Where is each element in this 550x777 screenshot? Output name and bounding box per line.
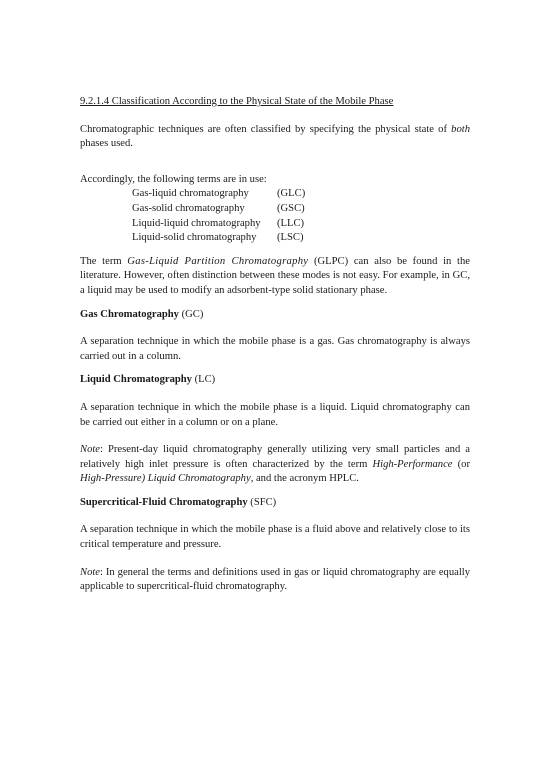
sfc-definition: A separation technique in which the mobile phase is a fluid above and relatively close to its critical temperature and pressure. <box>80 524 470 551</box>
glpc-paragraph <box>80 255 470 299</box>
sfc-title: Supercritical-Fluid Chromatography <box>80 496 248 508</box>
term-row <box>80 231 470 246</box>
term-name: Gas-solid chromatography <box>132 202 245 214</box>
note-label: Note <box>80 566 101 578</box>
term-abbr: (GLC) <box>277 188 306 200</box>
intro-paragraph <box>80 123 470 152</box>
term-abbr: (LSC) <box>277 232 304 244</box>
lc-title: Liquid Chromatography <box>80 374 192 386</box>
term-name: Liquid-solid chromatography <box>132 232 257 244</box>
term-name: Gas-liquid chromatography <box>132 188 249 200</box>
sfc-note <box>80 566 470 595</box>
note-label: Note <box>80 444 101 456</box>
term-abbr: (GSC) <box>277 202 305 214</box>
intro-text: Chromatographic techniques are often classified by specifying the physical state of <box>80 123 452 135</box>
note-emphasis: High-Performance <box>372 458 453 470</box>
lc-heading <box>80 373 470 388</box>
intro-text-end: phases used. <box>80 138 133 150</box>
glpc-text-end: (GLPC) can also be found in the literature. However, often distinction between these modes is not easy. For example, in GC, a liquid may be used to modify an adsorbent-type solid stationary phase. <box>80 255 470 296</box>
terms-list <box>80 187 470 245</box>
gc-definition: A separation technique in which the mobile phase is a gas. Gas chromatography is always carried out in a column. <box>80 336 470 362</box>
gc-title: Gas Chromatography <box>80 308 179 320</box>
lc-definition: A separation technique in which the mobile phase is a liquid. Liquid chromatography can be carried out either in a column or on a plane. <box>80 401 470 428</box>
note-emphasis: High-Pressure) Liquid Chromatography <box>80 473 251 485</box>
gc-heading <box>80 308 470 323</box>
note-text: (or <box>452 458 470 470</box>
section-heading: 9.2.1.4 Classification According to the Physical State of the Mobile Phase <box>80 96 394 107</box>
lc-abbr: (LC) <box>191 374 216 386</box>
term-abbr: (LLC) <box>277 217 305 229</box>
sfc-abbr: (SFC) <box>247 496 277 508</box>
term-name: Liquid-liquid chromatography <box>132 217 261 229</box>
glpc-emphasis: Gas-Liquid Partition Chromatography <box>127 255 309 267</box>
note-text-end: , and the acronym HPLC. <box>250 473 359 485</box>
note-text: : In general the terms and definitions used in gas or liquid chromatography are equally applicable to supercritical-fluid chromatography. <box>80 566 470 593</box>
term-row <box>80 217 470 232</box>
terms-intro: Accordingly, the following terms are in use: <box>80 173 267 185</box>
intro-emphasis: both <box>451 123 470 135</box>
term-row <box>80 202 470 217</box>
lc-note <box>80 443 470 487</box>
document-page <box>80 95 470 595</box>
gc-abbr: (GC) <box>178 308 204 320</box>
glpc-text: The term <box>80 255 128 267</box>
sfc-heading <box>80 496 470 511</box>
note-text: : Present-day liquid chromatography generally utilizing very small particles and a relatively high inlet pressure is often characterized by the term <box>80 444 470 470</box>
term-row <box>80 187 470 202</box>
